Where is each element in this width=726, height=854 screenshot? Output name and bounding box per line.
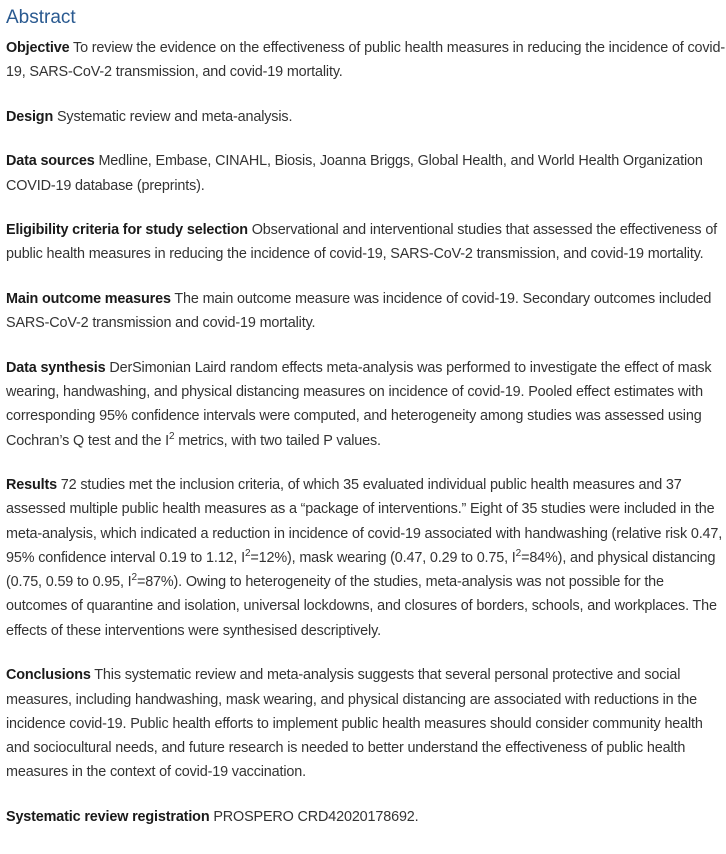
outcomes-text: The main outcome measure was incidence of covid-19. Secondary outcomes included SARS-CoV-2 transmission and covid-19 mortality.	[6, 290, 712, 332]
eligibility-text: Observational and interventional studies that assessed the effectiveness of public health measures in reducing the incidence of covid-19, SARS-CoV-2 transmission, and covid-19 mortality.	[6, 222, 718, 263]
data-sources-text: Medline, Embase, CINAHL, Biosis, Joanna Briggs, Global Health, and World Health Organization COVID-19 database (preprints).	[6, 153, 703, 194]
abstract-heading: Abstract	[6, 7, 76, 28]
results-text-2: =12%), mask wearing (0.47, 0.29 to 0.75, I	[250, 549, 516, 566]
conclusions-label: Conclusions	[6, 667, 91, 684]
results-superscript-3: 2	[131, 572, 137, 584]
objective-text: To review the evidence on the effectiveness of public health measures in reducing the incidence of covid-19, SARS-CoV-2 transmission, and covid-19 mortality.	[6, 40, 725, 81]
results-label: Results	[6, 476, 57, 493]
results-text-1: 72 studies met the inclusion criteria, of which 35 evaluated individual public health measures and 37 assessed multiple public health measures as a “package of interventions.” Eight of 35 studies were included in the meta-analysis, which indicated a reduction in incidence of covid-19 associated with handwashing (relative risk 0.47, 95% confidence interval 0.19 to 1.12, I	[6, 476, 723, 566]
results-superscript-2: 2	[515, 547, 522, 559]
registration-text: PROSPERO CRD42020178692.	[213, 808, 419, 825]
eligibility-label: Eligibility criteria for study selection	[6, 222, 248, 239]
results-text-4: =87%). Owing to heterogeneity of the studies, meta-analysis was not possible for the outcomes of quarantine and isolation, universal lockdowns, and closures of borders, schools, and workplaces. The effects of these interventions were synthesised descriptively.	[6, 574, 717, 639]
data-sources-label: Data sources	[6, 153, 95, 170]
results-superscript-1: 2	[244, 547, 251, 559]
objective-label: Objective	[6, 40, 70, 56]
section-design	[6, 105, 726, 129]
section-data-synthesis	[6, 356, 726, 453]
synthesis-superscript-1: 2	[169, 430, 175, 442]
section-registration	[6, 805, 726, 829]
synthesis-text-2: metrics, with two tailed P values.	[174, 432, 381, 449]
outcomes-label: Main outcome measures	[6, 290, 171, 307]
section-conclusions	[6, 663, 726, 784]
conclusions-text: This systematic review and meta-analysis suggests that several personal protective and social measures, including handwashing, mask wearing, and physical distancing are associated with reductions in the incidence covid-19. Public health efforts to implement public health measures should consider community health and sociocultural needs, and future research is needed to better understand the effectiveness of public health measures in the context of covid-19 vaccination.	[6, 667, 703, 781]
registration-label: Systematic review registration	[6, 808, 210, 825]
section-data-sources	[6, 149, 726, 198]
results-text-3: =84%), and physical distancing (0.75, 0.59 to 0.95, I	[6, 549, 716, 591]
design-text: Systematic review and meta-analysis.	[56, 108, 293, 125]
section-objective	[6, 36, 726, 85]
synthesis-label: Data synthesis	[6, 359, 106, 376]
section-results	[6, 473, 726, 643]
section-eligibility	[6, 218, 726, 267]
design-label: Design	[6, 108, 54, 125]
synthesis-text-1: DerSimonian Laird random effects meta-analysis was performed to investigate the effect of mask wearing, handwashing, and physical distancing measures on incidence of covid-19. Pooled effect estimates with corresponding 95% confidence intervals were computed, and heterogeneity among studies was assessed using Cochran’s Q test and the I	[6, 359, 712, 449]
section-outcomes	[6, 287, 726, 336]
